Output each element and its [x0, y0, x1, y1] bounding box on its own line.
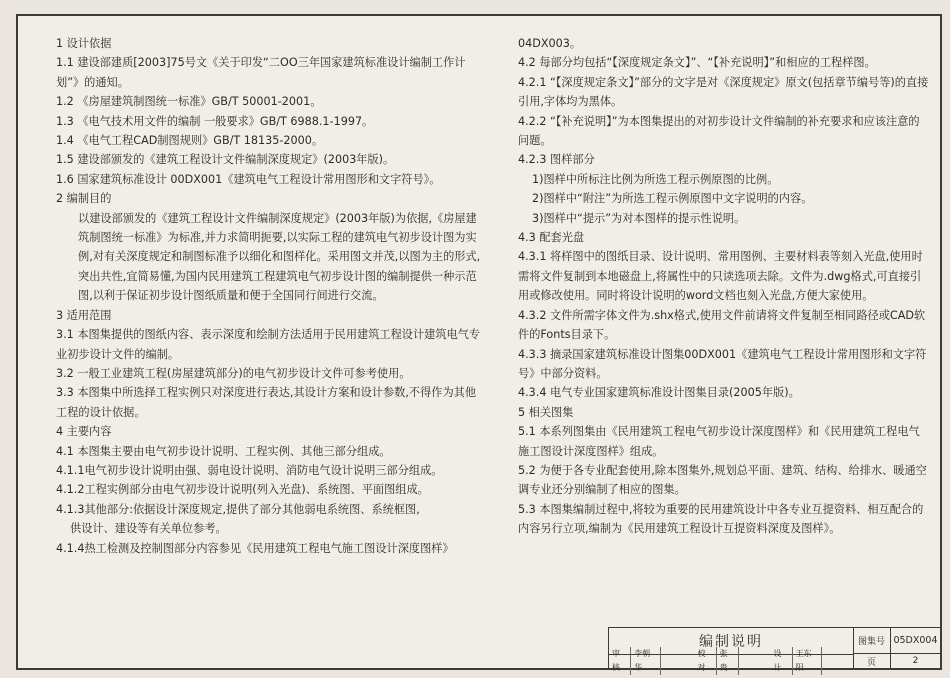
- left-paragraph: 3.3 本图集中所选择工程实例只对深度进行表达,其设计方案和设计参数,不得作为其他工程的设计依据。: [56, 386, 477, 419]
- left-paragraph: 1.1 建设部建质[2003]75号文《关于印发“二OO三年国家建筑标准设计编制工作计划”》的通知。: [56, 56, 466, 89]
- right-paragraph: 4.2.2 “【补充说明】”为本图集提出的对初步设计文件编制的补充要求和应该注意的问题。: [518, 114, 920, 148]
- right-paragraph: 3)图样中“提示”为对本图样的提示性说明。: [532, 211, 746, 225]
- left-paragraph: 3.2 一般工业建筑工程(房屋建筑部分)的电气初步设计文件可参考使用。: [56, 366, 411, 380]
- right-paragraph: 5.1 本系列图集由《民用建筑工程电气初步设计深度图样》和《民用建筑工程电气施工图设计深度图样》组成。: [518, 425, 920, 458]
- right-paragraph: 1)图样中所标注比例为所选工程示例原图的比例。: [532, 172, 779, 186]
- left-paragraph: 1.3 《电气技术用文件的编制 一般要求》GB/T 6988.1-1997。: [56, 114, 374, 128]
- right-paragraph: 04DX003。: [518, 37, 582, 50]
- right-paragraph: 4.3.3 摘录国家建筑标准设计图集00DX001《建筑电气工程设计常用图形和文字符号》中部分资料。: [518, 347, 927, 380]
- left-paragraph: 4.1 本图集主要由电气初步设计说明、工程实例、其他三部分组成。: [56, 444, 391, 458]
- right-paragraph: 4.2.1 “【深度规定条文】”部分的文字是对《深度规定》原文(包括章节编号等)的直接引用,字体均为黑体。: [518, 75, 929, 109]
- left-paragraph: 4.1.2工程实例部分由电气初步设计说明(列入光盘)、系统图、平面图组成。: [56, 483, 429, 497]
- left-paragraph: 4 主要内容: [56, 425, 112, 439]
- right-paragraph: 4.2 每部分均包括“【深度规定条文】”、“【补充说明】”和相应的工程样图。: [518, 56, 876, 70]
- left-paragraph: 1.5 建设部颁发的《建筑工程设计文件编制深度规定》(2003年版)。: [56, 153, 395, 167]
- review-name: 李朝华: [631, 647, 661, 675]
- right-paragraph: 5.3 本图集编制过程中,将较为重要的民用建筑设计中各专业互提资料、相互配合的内容另行立项,编制为《民用建筑工程设计互提资料深度及图样》。: [518, 502, 924, 536]
- title-block-title: 编制说明: [609, 628, 854, 655]
- right-paragraph: 2)图样中“附注”为所选工程示例原图中文字说明的内容。: [532, 192, 813, 206]
- title-block: [608, 627, 940, 672]
- left-paragraph: 以建设部颁发的《建筑工程设计文件编制深度规定》(2003年版)为依据,《房屋建筑制图统一标准》为标准,并力求简明扼要,以实际工程的建筑电气初步设计图为实例,对有关深度规定和制图标准予以细化和图样化。采用图文并茂,以图为主的形式,突出共性,宜简易懂,为国内民用建筑工程建筑电气初步设计图的编制提供一种示范图,以利于保证初步设计图纸质量和便于全国同行间进行交流。: [78, 211, 481, 303]
- left-paragraph: 3 适用范围: [56, 308, 112, 322]
- right-paragraph: 4.2.3 图样部分: [518, 153, 595, 167]
- page-number: 2: [891, 654, 941, 669]
- left-paragraph: 供设计、建设等有关单位参考。: [70, 522, 227, 536]
- right-paragraph: 4.3.1 将样图中的图纸目录、设计说明、常用图例、主要材料表等刻入光盘,使用时需将文件复制到本地磁盘上,将属性中的只读选项去除。文件为.dwg格式,可直接引用或修改使用。同时将设计说明的word文档也刻入光盘,方便大家使用。: [518, 250, 923, 303]
- atlas-number-label: 图集号: [853, 628, 891, 654]
- left-paragraph: 3.1 本图集提供的图纸内容、表示深度和绘制方法适用于民用建筑工程设计建筑电气专业初步设计文件的编制。: [56, 328, 481, 361]
- right-paragraph: 4.3.4 电气专业国家建筑标准设计图集目录(2005年版)。: [518, 386, 800, 400]
- right-paragraph: 4.3 配套光盘: [518, 231, 585, 245]
- left-paragraph: 1.2 《房屋建筑制图统一标准》GB/T 50001-2001。: [56, 95, 322, 109]
- left-paragraph: 4.1.3其他部分:依据设计深度规定,提供了部分其他弱电系统图、系统框图,: [56, 502, 420, 516]
- design-name: 王东阳: [793, 647, 823, 675]
- check-label: 校对: [694, 647, 716, 675]
- page-label: 页: [853, 654, 891, 669]
- drawing-sheet: [16, 14, 942, 670]
- left-paragraph: 1.6 国家建筑标准设计 00DX001《建筑电气工程设计常用图形和文字符号》。: [56, 172, 441, 186]
- check-name: 张贵: [717, 647, 739, 675]
- left-paragraph: 1 设计依据: [56, 37, 112, 50]
- right-column: [518, 34, 930, 539]
- left-paragraph: 2 编制目的: [56, 192, 112, 206]
- design-label: 设计: [770, 647, 792, 675]
- atlas-number: 05DX004: [891, 628, 941, 654]
- left-paragraph: 4.1.1电气初步设计说明由强、弱电设计说明、消防电气设计说明三部分组成。: [56, 463, 443, 477]
- left-paragraph: 1.4 《电气工程CAD制图规则》GB/T 18135-2000。: [56, 134, 324, 148]
- right-paragraph: 5.2 为便于各专业配套使用,除本图集外,规划总平面、建筑、结构、给排水、暖通空调专业还分别编制了相应的图集。: [518, 463, 927, 497]
- signature-row: [609, 649, 854, 672]
- left-paragraph: 4.1.4热工检测及控制图部分内容参见《民用建筑工程电气施工图设计深度图样》: [56, 541, 454, 555]
- left-column: [56, 34, 486, 558]
- right-paragraph: 5 相关图集: [518, 405, 574, 419]
- right-paragraph: 4.3.2 文件所需字体文件为.shx格式,使用文件前请将文件复制至相同路径或CAD软件的Fonts目录下。: [518, 308, 926, 342]
- review-label: 审核: [609, 647, 631, 675]
